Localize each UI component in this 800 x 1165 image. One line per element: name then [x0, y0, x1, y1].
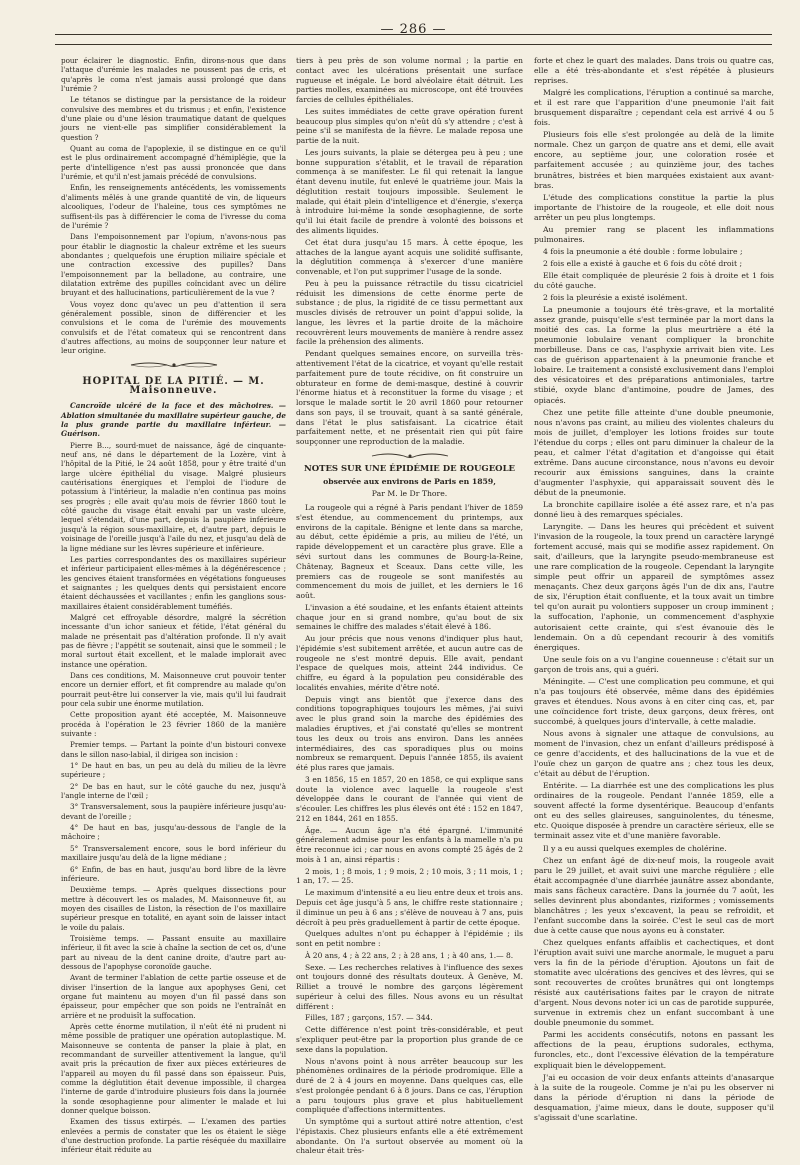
paragraph: Plusieurs fois elle s'est prolongée au delà de la limite normale. Chez un garçon de quatre ans et demi, elle avait encore, au septième jour, une coloration rosée et parfaitement accusée ; au quinzième jour, des taches brunâtres, bistrées et bien marquées existaient aux avant-bras.: [534, 130, 774, 190]
paragraph: Parmi les accidents consécutifs, notons en passant les affections de la peau, éruptions sudorales, ecthyma, furoncles, etc., dont l'excessive élévation de la température expliquait bien le développement.: [534, 1030, 774, 1070]
paragraph: Enfin, les renseignements antécédents, les vomissements d'aliments mêlés à une grande quantité de vin, de liqueurs alcooliques, l'odeur de l'haleine, tous ces symptômes ne suffisent-ils pas à différencier le coma de l'ivresse du coma de l'urémie ?: [61, 183, 286, 230]
paragraph: Il y a eu aussi quelques exemples de cholérine.: [543, 843, 727, 853]
paragraph: Cet état dura jusqu'au 15 mars. À cette époque, les attaches de la langue ayant acquis une solidité suffisante, la déglutition commença à s'exercer d'une manière convenable, et l'on put supprimer l'usage de la sonde.: [296, 237, 523, 277]
case-paragraph: Pierre B..., sourd-muet de naissance, âgé de cinquante-neuf ans, né dans le département de la Lozère, vint à l'hôpital de la Pitié, le 24 août 1858, pour y être traité d'un large ulcère épithélial du visage. Malgré plusieurs cautérisations énergiques et l'emploi de l'iodure de potassium à l'intérieur, la maladie n'en continua pas moins ses progrès ; elle avait qu'au mois de février 1860 tout le côté gauche du visage était envahi par un vaste ulcère, lequel s'étendait, d'une part, depuis la paupière inférieure jusqu'à la région sous-maxillaire, et, d'autre part, depuis le voisinage de l'oreille jusqu'à l'aile du nez, et jusqu'au delà de la ligne médiane sur les lèvres supérieure et inférieure.: [61, 440, 286, 553]
paragraph: Elle était compliquée de pleurésie 2 fois à droite et 1 fois du côté gauche.: [534, 270, 774, 290]
paragraph: Nous avons à signaler une attaque de convulsions, au moment de l'invasion, chez un enfant d'ailleurs prédisposé à ce genre d'accidents, et des hallucinations de la vue et de l'ouïe chez un garçon de quatre ans ; chez tous les deux, c'était au début de l'éruption.: [534, 729, 774, 779]
case-paragraph: 5° Transversalement encore, sous le bord inférieur du maxillaire jusqu'au delà de la ligne médiane ;: [61, 843, 286, 863]
paragraph: Chez une petite fille atteinte d'une double pneumonie, nous n'avons pas craint, au milieu des violentes chaleurs du mois de juillet, d'employer les lotions froides sur toute l'étendue du corps ; elles ont paru diminuer la chaleur de la peau, et calmer l'état d'agitation et d'angoisse qui était extrême. Dans aucune circonstance, nous n'avons eu devoir recourir aux émissions sanguines, dans la crainte d'augmenter l'asphyxie, qui apparaissait souvent dès le début de la pneumonie.: [534, 407, 774, 497]
column-right: [534, 56, 774, 1125]
page-header: [55, 0, 772, 46]
case-paragraph: Cette proposition ayant été acceptée, M. Maisonneuve procéda à l'opération le 23 février 1860 de la manière suivante :: [61, 710, 286, 739]
ornament-divider-icon: [129, 361, 219, 369]
notes-subtitle: observée aux environs de Paris en 1859,: [323, 476, 496, 486]
paragraph: Entérite. — La diarrhée est une des complications les plus ordinaires de la rougeole. Pendant l'année 1859, elle a souvent affecté la forme dysentérique. Beaucoup d'enfants ont eu des selles glaireuses, sanguinolentes, du ténesme, etc. Quoique disposée à prendre un caractère sérieux, elle se terminait assez vite et d'une manière favorable.: [534, 781, 774, 841]
section-ornament: [61, 361, 286, 369]
notes-paragraph: L'invasion a été soudaine, et les enfants étaient atteints chaque jour en si grand nombre, qu'au bout de six semaines le chiffre des malades s'était élevé à 186.: [296, 602, 523, 632]
header-rule-lower: [55, 44, 772, 45]
notes-paragraph: Sexe. — Les recherches relatives à l'influence des sexes ont toujours donné des résultats douteux. À Genève, M. Rilliet a trouvé le nombre des garçons légèrement supérieur à celui des filles. Nous avons eu un résultat différent :: [296, 962, 523, 1011]
case-paragraph: Après cette énorme mutilation, il n'eût été ni prudent ni même possible de pratiquer une opération autoplastique. M. Maisonneuve se contenta de panser la plaie à plat, en recommandant de surveiller attentivement la langue, qu'il avait pris la précaution de fixer aux pièces extérieures de l'appareil au moyen du fil passé dans son épaisseur. Puis, comme la déglutition était devenue impossible, il chargea l'interne de garde d'introduire plusieurs fois dans la journée la sonde œsophagienne pour alimenter le malade et lui donner quelque boisson.: [61, 1022, 286, 1116]
paragraph: J'ai eu occasion de voir deux enfants atteints d'anasarque à la suite de la rougeole. Comme je n'ai pu les observer ni dans la période d'éruption ni dans la période de desquamation, j'aime mieux, dans le doute, supposer qu'il s'agissait d'une scarlatine.: [534, 1072, 774, 1122]
page-number: — 286 —: [380, 22, 447, 37]
notes-paragraph: Âge. — Aucun âge n'a été épargné. L'immunité généralement admise pour les enfants à la mamelle n'a pu être reconnue ici ; car nous en avons compté 25 âgés de 2 mois à 1 an, ainsi répartis :: [296, 825, 523, 864]
paragraph: 2 fois elle a existé à gauche et 6 fois du côté droit ;: [543, 258, 743, 268]
case-paragraph: Malgré cet effroyable désordre, malgré la sécrétion incessante d'un ichor sanieux et fétide, l'état général du malade ne présentait pas d'altération profonde. Il n'y avait pas de fièvre ; l'appétit se soutenait, ainsi que le sommeil ; le moral surtout était excellent, et le malade implorait avec instance une opération.: [61, 612, 286, 669]
paragraph: pour éclairer le diagnostic. Enfin, dirons-nous que dans l'attaque d'urémie les malades ne poussent pas de cris, et qu'après le coma n'est jamais aussi prolongé que dans l'urémie ?: [61, 56, 286, 94]
paragraph: tiers à peu près de son volume normal ; la partie en contact avec les ulcérations présentait une surface rugueuse et inégale. Le bord alvéolaire était détruit. Les parties molles, examinées au microscope, ont été trouvées farcies de cellules épithéliales.: [296, 56, 523, 105]
case-paragraph: Deuxième temps. — Après quelques dissections pour mettre à découvert les os malades, M. Maisonneuve fit, au moyen des cisailles de Liston, la résection de l'os maxillaire supérieur presque en totalité, en ayant soin de laisser intact le voile du palais.: [61, 885, 286, 932]
case-paragraph: Examen des tissus extirpés. — L'examen des parties enlevées a permis de constater que les os étaient le siège d'une destruction profonde. La partie réséquée du maxillaire inférieur était réduite au: [61, 1117, 286, 1155]
paragraph: Vous voyez donc qu'avec un peu d'attention il sera généralement possible, sinon de différencier et les convulsions et le coma de l'urémie des mouvements convulsifs et de l'état comateux qui se rencontrent dans d'autres affections, au moins de soupçonner leur nature et leur origine.: [61, 299, 286, 356]
paragraph: 2 fois la pleurésie a existé isolément.: [543, 293, 688, 303]
paragraph: Méningite. — C'est une complication peu commune, et qui n'a pas toujours été observée, même dans des épidémies graves et étendues. Nous avons à en citer cinq cas, et, par une coïncidence fort triste, deux garçons, deux frères, ont succombé, à quelques jours d'intervalle, à cette maladie.: [534, 676, 774, 726]
notes-paragraph: 3 en 1856, 15 en 1857, 20 en 1858, ce qui explique sans doute la violence avec laquelle la rougeole s'est développée dans le courant de l'année qui vient de s'écouler. Les chiffres les plus élevés ont été : 152 en 1847, 212 en 1844, 261 en 1855.: [296, 774, 523, 823]
paragraph: Dans l'empoisonnement par l'opium, n'avons-nous pas pour établir le diagnostic la chaleur extrême et les sueurs abondantes ; quelquefois une éruption miliaire spéciale et une contraction excessive des pupilles? Dans l'empoisonnement par la belladone, au contraire, une dilatation extrême des pupilles coïncidant avec un délire bruyant et des hallucinations, particulièrement de la vue ?: [61, 232, 286, 298]
case-paragraph: Avant de terminer l'ablation de cette partie osseuse et de diviser l'insertion de la langue aux apophyses Geni, cet organe fut maintenu au moyen d'un fil passé dans son épaisseur, pour empêcher que son poids ne l'entraînât en arrière et ne produisît la suffocation.: [61, 973, 286, 1020]
notes-paragraph: Cette différence n'est point très-considérable, et peut s'expliquer peut-être par la proportion plus grande de ce sexe dans la population.: [296, 1025, 523, 1054]
case-paragraph: 1° De haut en bas, un peu au delà du milieu de la lèvre supérieure ;: [61, 761, 286, 780]
paragraph: Laryngite. — Dans les heures qui précèdent et suivent l'invasion de la rougeole, la toux prend un caractère laryngé fortement accusé, mais qui se modifie assez rapidement. On sait, d'ailleurs, que la laryngite pseudo-membraneuse est une rare complication de la rougeole. Cependant la laryngite simple peut offrir un appareil de symptômes assez menaçants. Chez deux garçons âgés l'un de dix ans, l'autre de six, l'éruption était confluente, et la toux avait un timbre tel qu'on aurait pu volontiers supposer un croup imminent ; la suffocation, l'aphonie, un commencement d'asphyxie autorisaient cette crainte, qui s'est évanouie dès le lendemain. On a dû cependant recourir à des vomitifs énergiques.: [534, 522, 774, 652]
paragraph: Les jours suivants, la plaie se détergea peu à peu ; une bonne suppuration s'établit, et le travail de réparation commença à se manifester. Le fil qui retenait la langue étant devenu inutile, fut enlevé le quatrième jour. Mais la déglutition restait toujours impossible. Seulement le malade, qui était plein d'intelligence et d'énergie, s'exerça à introduire lui-même la sonde œsophagienne, de sorte qu'il lui était facile de prendre à volonté des boissons et des aliments liquides.: [296, 147, 523, 236]
notes-paragraph: Nous n'avons point à nous arrêter beaucoup sur les phénomènes ordinaires de la période prodromique. Elle a duré de 2 à 4 jours en moyenne. Dans quelques cas, elle s'est prolongée pendant 6 à 8 jours. Dans ce cas, l'éruption a paru toujours plus grave et plus habituellement compliquée d'affections intermittentes.: [296, 1056, 523, 1115]
paragraph: L'étude des complications constitue la partie la plus importante de l'histoire de la rougeole, et elle doit nous arrêter un peu plus longtemps.: [534, 192, 774, 222]
notes-paragraph: Depuis vingt ans bientôt que j'exerce dans des conditions topographiques toujours les mêmes, j'ai suivi avec le plus grand soin la marche des épidémies des maladies éruptives, et j'ai constaté qu'elles se montrent tous les deux ou trois ans environ. Dans les années intermédiaires, des cas sporadiques plus ou moins nombreux se remarquent. Depuis l'année 1855, ils avaient été plus rares que jamais.: [296, 694, 523, 773]
paragraph: Le tétanos se distingue par la persistance de la roideur convulsive des membres et du trismus ; et enfin, l'existence d'une plaie ou d'une lésion traumatique datant de quelques jours ne vient-elle pas simplifier considérablement la question ?: [61, 95, 286, 142]
paragraph: Malgré les complications, l'éruption a continué sa marche, et il est rare que l'apparition d'une pneumonie l'ait fait brusquement disparaître ; cependant cela est arrivé 4 ou 5 fois.: [534, 88, 774, 128]
paragraph: Les suites immédiates de cette grave opération furent beaucoup plus simples qu'on n'eût dû s'y attendre ; c'est à peine s'il se manifesta de la fièvre. Le malade reposa une partie de la nuit.: [296, 106, 523, 146]
notes-ornament: [296, 452, 523, 460]
case-paragraph: 4° De haut en bas, jusqu'au-dessous de l'angle de la mâchoire ;: [61, 823, 286, 842]
ornament-divider-icon: [370, 452, 450, 460]
notes-title: NOTES SUR UNE ÉPIDÉMIE DE ROUGEOLE: [303, 463, 516, 474]
case-paragraph: Troisième temps. — Passant ensuite au maxillaire inférieur, il fit avec la scie à chaîne la section de cet os, d'une part au niveau de la dent canine droite, d'autre part au-dessous de l'apophyse coronoïde gauche.: [61, 933, 286, 971]
case-paragraph: Dans ces conditions, M. Maisonneuve crut pouvoir tenter encore un dernier effort, et fit comprendre au malade qu'on pourrait peut-être lui conserver la vie, mais qu'il lui faudrait pour cela subir une énorme mutilation.: [61, 670, 286, 708]
paragraph: La bronchite capillaire isolée a été assez rare, et n'a pas donné lieu à des remarques spéciales.: [534, 499, 774, 520]
notes-paragraph: À 20 ans, 4 ; à 22 ans, 2 ; à 28 ans, 1 ; à 40 ans, 1.— 8.: [305, 950, 514, 960]
paragraph: Chez un enfant âgé de dix-neuf mois, la rougeole avait paru le 29 juillet, et avait suivi une marche régulière ; elle était accompagnée d'une diarrhée jaunâtre assez abondante, mais sans fâcheux caractère. Dans la journée du 7 août, les selles devinrent plus abondantes, riziformes ; vomissements blanchâtres ; les yeux s'excavent, la peau se refroidit, et l'enfant succombe dans la soirée. C'est le seul cas de mort due à cette cause que nous ayons eu à constater.: [534, 855, 774, 935]
paragraph: Au premier rang se placent les inflammations pulmonaires.: [534, 224, 774, 244]
paragraph: Peu à peu la puissance rétractile du tissu cicatriciel réduisit les dimensions de cette énorme perte de substance ; de plus, la rigidité de ce tissu permettant aux muscles divisés de retrouver un point d'appui solide, la langue, les lèvres et la partie droite de la mâchoire recouvrèrent leurs mouvements de manière à rendre assez facile la préhension des aliments.: [296, 278, 523, 347]
section-title-hospital: HOPITAL DE LA PITIÉ. — M. Maisonneuve.: [82, 375, 265, 396]
paragraph: Une seule fois on a vu l'angine couenneuse : c'était sur un garçon de trois ans, qui a guéri.: [534, 654, 774, 674]
notes-paragraph: 2 mois, 1 ; 8 mois, 1 ; 9 mois, 2 ; 10 mois, 3 ; 11 mois, 1 ; 1 an, 17. — 25.: [296, 866, 523, 886]
notes-paragraph: Le maximum d'intensité a eu lieu entre deux et trois ans. Depuis cet âge jusqu'à 5 ans, le chiffre reste stationnaire ; il diminue un peu à 6 ans ; s'élève de nouveau à 7 ans, puis décroît à peu près graduellement à partir de cette époque.: [296, 888, 523, 927]
paragraph: Quant au coma de l'apoplexie, il se distingue en ce qu'il est le plus ordinairement accompagné d'hémiplégie, que la perte d'intelligence n'est pas aussi prononcée que dans l'urémie, et qu'il n'est jamais précédé de convulsions.: [61, 144, 286, 182]
paragraph: La pneumonie a toujours été très-grave, et la mortalité assez grande, puisqu'elle s'est terminée par la mort dans la moitié des cas. La forme la plus meurtrière a été la pneumonie lobulaire venant compliquer la bronchite morbilleuse. Dans ce cas, l'asphyxie arrivait bien vite. Les cas de guérison appartenaient à la pneumonie franche et lobaire. Le traitement a consisté exclusivement dans l'emploi des vésicatoires et des préparations antimoniales, tartre stibié, oxyde blanc d'antimoine, poudre de James, des opiacés.: [534, 305, 774, 405]
case-paragraph: Premier temps. — Partant la pointe d'un bistouri convexe dans le sillon naso-labial, il dirigea son incision :: [61, 740, 286, 759]
notes-author: Par M. le Dr Thore.: [371, 489, 448, 499]
case-paragraph: 3° Transversalement, sous la paupière inférieure jusqu'au-devant de l'oreille ;: [61, 802, 286, 821]
notes-paragraph: Un symptôme qui a surtout attiré notre attention, c'est l'épistaxis. Chez plusieurs enfants elle a été extrêmement abondante. On l'a surtout observée au moment où la chaleur était très-: [296, 1117, 523, 1156]
case-paragraph: 6° Enfin, de bas en haut, jusqu'au bord libre de la lèvre inférieure.: [61, 864, 286, 883]
column-left: [61, 56, 286, 1157]
notes-paragraph: Quelques adultes n'ont pu échapper à l'épidémie ; ils sont en petit nombre :: [296, 929, 523, 949]
notes-paragraph: Filles, 187 ; garçons, 157. — 344.: [305, 1013, 433, 1023]
case-heading: Cancroïde ulcéré de la face et des mâchoires. — Ablation simultanée du maxillaire supérieur gauche, de la plus grande partie du maxillaire inférieur. — Guérison.: [61, 401, 286, 439]
notes-paragraph: Au jour précis que nous venons d'indiquer plus haut, l'épidémie s'est subitement arrêtée, et aucun autre cas de rougeole ne s'est montré depuis. Elle avait, pendant l'espace de quelques mois, atteint 244 individus. Ce chiffre, eu égard à la population peu considérable des localités envahies, mérite d'être noté.: [296, 634, 523, 692]
paragraph: 4 fois la pneumonie a été double : forme lobulaire ;: [543, 246, 743, 256]
paragraph: Chez quelques enfants affaiblis et cachectiques, et dont l'éruption avait suivi une marche anormale, le muguet a paru vers la fin de la période d'éruption. Ajoutons un fait de stomatite avec ulcérations des gencives et des lèvres, qui se sont recouvertes de croûtes brunâtres qui ont longtemps résisté aux cautérisations faites par le crayon de nitrate d'argent. Nous devons noter ici un cas de parotide suppurée, survenue in extremis chez un enfant succombant à une double pneumonie du sommet.: [534, 937, 774, 1028]
notes-paragraph: La rougeole qui a régné à Paris pendant l'hiver de 1859 s'est étendue, au commencement du printemps, aux environs de la capitale. Bénigne et lente dans sa marche, au début, cette épidémie a pris, au milieu de l'été, un rapide développement et un caractère plus grave. Elle a sévi surtout dans les communes de Bourg-la-Reine, Châtenay, Bagneux et Sceaux. Dans cette ville, les premiers cas de rougeole se sont manifestés au commencement du mois de juillet, et les derniers le 16 août.: [296, 503, 523, 601]
paragraph: forte et chez le quart des malades. Dans trois ou quatre cas, elle a été très-abondante et s'est répétée à plusieurs reprises.: [534, 56, 774, 86]
column-middle: [296, 56, 523, 1158]
paragraph: Pendant quelques semaines encore, on surveilla très-attentivement l'état de la cicatrice, et voyant qu'elle restait parfaitement pure de toute récidive, on fit construire un obturateur en forme de demi-masque, destiné à couvrir l'énorme hiatus et à reconstituer la forme du visage ; et lorsque le malade sortit le 20 avril 1860 pour retourner dans son pays, il se trouvait, quant à sa santé générale, dans l'état le plus satisfaisant. La cicatrice était parfaitement nette, et ne présentait rien qui pût faire soupçonner une reproduction de la maladie.: [296, 349, 523, 447]
case-paragraph: Les parties correspondantes des os maxillaires supérieur et inférieur participaient elles-mêmes à la dégénérescence ; les gencives étaient transformées en végétations fongueuses et saignantes ; les quelques dents qui persistaient encore étaient déchaussées et vacillantes ; enfin les ganglions sous-maxillaires étaient considérablement tuméfiés.: [61, 554, 286, 611]
case-paragraph: 2° De bas en haut, sur le côté gauche du nez, jusqu'à l'angle interne de l'œil ;: [61, 781, 286, 801]
